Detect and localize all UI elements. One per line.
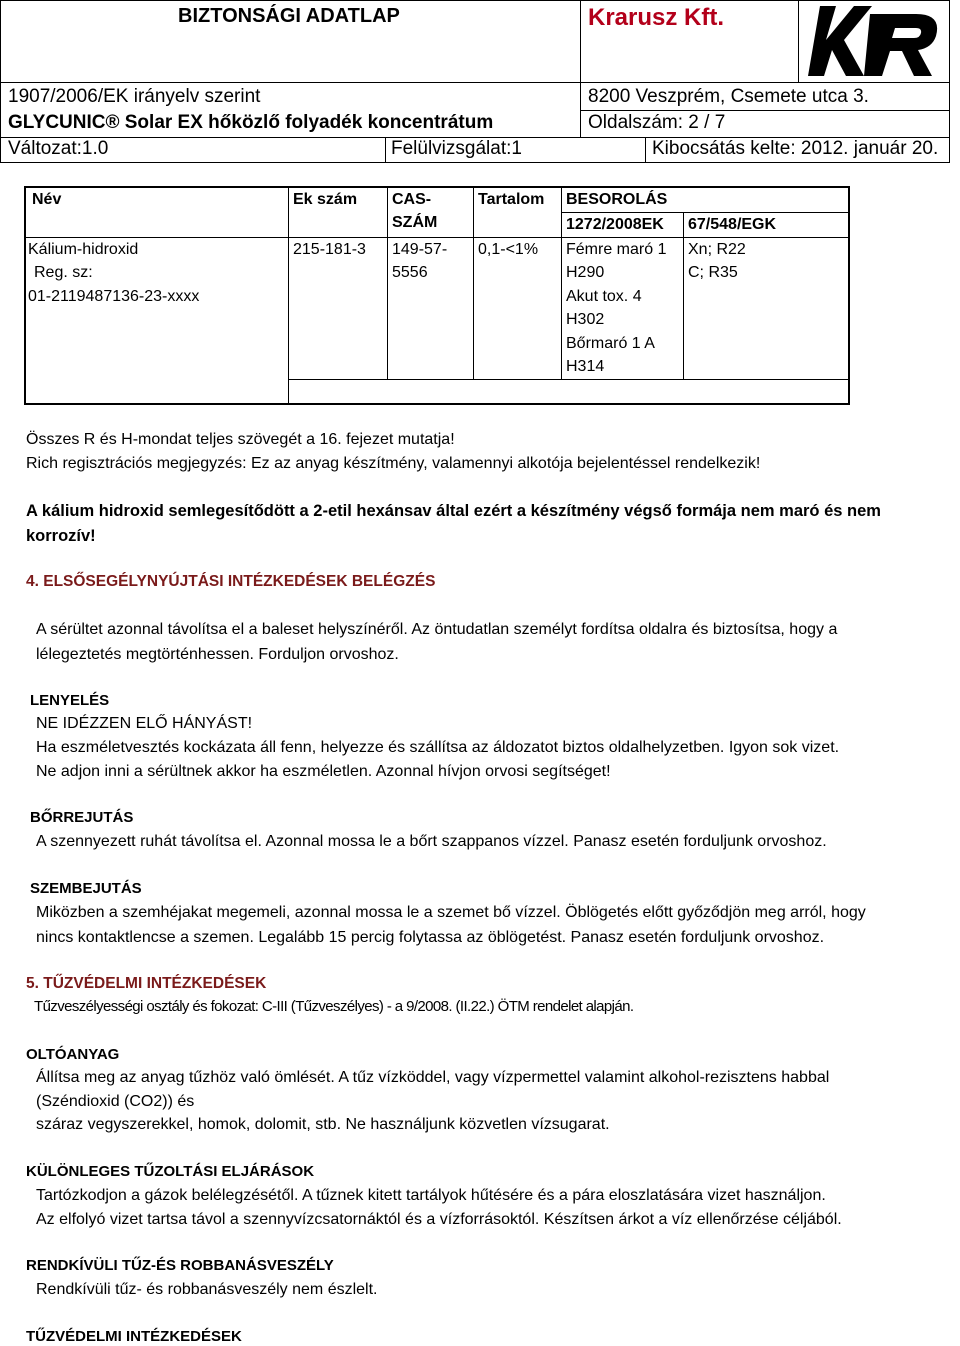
col-header-1272: 1272/2008EK: [566, 216, 664, 233]
content-range: 0,1-<1%: [478, 241, 539, 258]
col-header-name: Név: [32, 191, 62, 208]
substance-name: Kálium-hidroxid: [28, 241, 139, 258]
skin-title: BŐRREJUTÁS: [30, 809, 134, 826]
ingestion-text-2: Ha eszméletvesztés kockázata áll fenn, helyezze és szállítsa az áldozatot biztos oldalhelyzetben. Igyon sok vizet.: [36, 739, 840, 756]
extinguishing-media-3: száraz vegyszerekkel, homok, dolomit, stb. Ne használjunk közvetlen vízsugarat.: [36, 1116, 610, 1133]
extinguishing-media-title: OLTÓANYAG: [26, 1046, 120, 1063]
company-logo: [806, 4, 946, 78]
dsd-class-2: C; R35: [688, 264, 738, 281]
clp-class-4: H302: [566, 311, 605, 328]
kr-logo-icon: [806, 4, 946, 78]
extinguishing-media-2: (Széndioxid (CO2)) és: [36, 1093, 195, 1110]
col-header-content: Tartalom: [478, 191, 545, 208]
inhalation-text-1: A sérültet azonnal távolítsa el a baleset helyszínéről. Az öntudatlan személyt fordítsa oldalra és biztosítsa, hogy a: [36, 621, 838, 638]
col-header-cas-1: CAS-: [392, 191, 432, 208]
ingestion-text-3: Ne adjon inni a sérültnek akkor ha eszméletlen. Azonnal hívjon orvosi segítséget!: [36, 763, 611, 780]
note-neutralized-2: korrozív!: [26, 527, 96, 545]
company-name: Krarusz Kft.: [588, 4, 725, 31]
cas-number-2: 5556: [392, 264, 428, 281]
registration-label: Reg. sz:: [34, 264, 93, 281]
hazard-title: RENDKÍVÜLI TŰZ-ÉS ROBBANÁSVESZÉLY: [26, 1257, 334, 1274]
col-header-classification: BESOROLÁS: [566, 191, 668, 208]
eye-text-2: nincs kontaktlencse a szemen. Legalább 15 percig folytassa az öblögetést. Panasz esetén forduljunk orvoshoz.: [36, 929, 825, 946]
eye-title: SZEMBEJUTÁS: [30, 880, 142, 897]
clp-class-2: H290: [566, 264, 605, 281]
clp-class-5: Bőrmaró 1 A: [566, 335, 655, 352]
cas-number-1: 149-57-: [392, 241, 448, 258]
revision-text: Felülvizsgálat:1: [391, 138, 522, 159]
version-text: Változat:1.0: [8, 138, 109, 159]
eye-text-1: Miközben a szemhéjakat megemeli, azonnal mossa le a szemet bő vízzel. Öblögetés előtt győződjön meg arról, hogy: [36, 904, 866, 921]
skin-text-1: A szennyezett ruhát távolítsa el. Azonnal mossa le a bőrt szappanos vízzel. Panasz esetén forduljunk orvoshoz.: [36, 833, 827, 850]
clp-class-1: Fémre maró 1: [566, 241, 667, 258]
page-number: Oldalszám: 2 / 7: [588, 112, 726, 133]
fire-measures-title: TŰZVÉDELMI INTÉZKEDÉSEK: [26, 1328, 242, 1345]
col-header-cas-2: SZÁM: [392, 214, 438, 231]
registration-number: 01-2119487136-23-xxxx: [28, 288, 200, 305]
special-procedures-1: Tartózkodjon a gázok belélegzésétől. A tűznek kitett tartályok hűtésére és a pára eloszlatására vizet használjon.: [36, 1187, 826, 1204]
clp-class-6: H314: [566, 358, 605, 375]
company-address: 8200 Veszprém, Csemete utca 3.: [588, 86, 869, 107]
ec-number: 215-181-3: [293, 241, 366, 258]
issue-date: Kibocsátás kelte: 2012. január 20.: [652, 138, 939, 159]
note-neutralized-1: A kálium hidroxid semlegesítődött a 2-etil hexánsav által ezért a készítmény végső formája nem maró és nem: [26, 502, 881, 520]
col-header-67-548: 67/548/EGK: [688, 216, 777, 233]
note-r-h-phrases: Összes R és H-mondat teljes szövegét a 16. fejezet mutatja!: [26, 431, 455, 448]
dsd-class-1: Xn; R22: [688, 241, 746, 258]
note-reach: Rich regisztrációs megjegyzés: Ez az anyag készítmény, valamennyi alkotója bejelentéssel rendelkezik!: [26, 455, 761, 472]
document-title: BIZTONSÁGI ADATLAP: [178, 5, 400, 27]
fire-class-text: Tűzveszélyességi osztály és fokozat: C-III (Tűzveszélyes) - a 9/2008. (II.22.) ÖTM rendelet alapján.: [34, 998, 634, 1015]
section-4-title: 4. ELSŐSEGÉLYNYÚJTÁSI INTÉZKEDÉSEK BELÉGZÉS: [26, 573, 436, 590]
ingestion-text-1: NE IDÉZZEN ELŐ HÁNYÁST!: [36, 715, 253, 732]
hazard-text: Rendkívüli tűz- és robbanásveszély nem észlelt.: [36, 1281, 378, 1298]
special-procedures-title: KÜLÖNLEGES TŰZOLTÁSI ELJÁRÁSOK: [26, 1163, 315, 1180]
directive-text: 1907/2006/EK irányelv szerint: [8, 86, 261, 107]
inhalation-text-2: lélegeztetés megtörténhessen. Forduljon orvoshoz.: [36, 646, 399, 663]
section-5-title: 5. TŰZVÉDELMI INTÉZKEDÉSEK: [26, 975, 267, 992]
col-header-ec: Ek szám: [293, 191, 358, 208]
clp-class-3: Akut tox. 4: [566, 288, 642, 305]
extinguishing-media-1: Állítsa meg az anyag tűzhöz való ömlését. A tűz vízköddel, vagy vízpermettel valamint alkohol-rezisztens habbal: [36, 1069, 830, 1086]
special-procedures-2: Az elfolyó vizet tartsa távol a szennyvízcsatornáktól és a vízforrásoktól. Készítsen árkot a víz ellenőrzése céljából.: [36, 1211, 842, 1228]
product-name: GLYCUNIC® Solar EX hőközlő folyadék koncentrátum: [8, 112, 494, 133]
ingestion-title: LENYELÉS: [30, 692, 110, 709]
